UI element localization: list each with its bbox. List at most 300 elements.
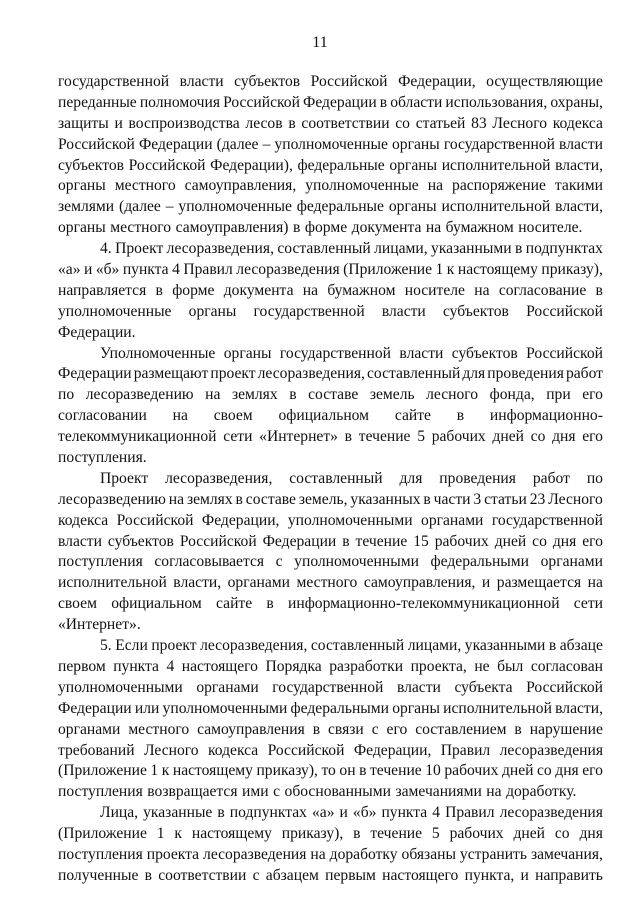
word: официальном [111,595,202,613]
word: Федерации [262,532,337,550]
word: связи [328,720,364,738]
word: 4 [172,261,180,279]
word: проект [151,637,197,655]
word: Федерации [58,699,132,717]
word: на [587,574,603,592]
text-line [58,385,603,406]
word: власти [58,532,102,550]
word: его [582,762,603,780]
word: по [586,469,603,487]
word: местного [128,720,190,738]
word: Лесного [143,741,199,759]
word: в [344,428,353,446]
word: информационно- [489,407,603,425]
text-line [58,344,603,365]
word: 83 [471,114,487,132]
word: кодекса [207,741,259,759]
word: органы [223,344,272,362]
word: в [514,240,523,258]
word: власти [381,302,426,320]
word: органы [392,699,440,717]
word: власти [396,678,441,696]
word: со [532,532,547,550]
word: Правил [183,261,233,279]
word: проведения [487,365,564,383]
word: Проект [100,469,149,487]
word: уполномоченными [294,553,419,571]
word: работ [532,469,570,487]
text-line [58,532,603,553]
word: приказу), [541,261,603,279]
text-line [58,427,603,448]
word: пункта [113,657,159,675]
word: не [474,657,490,675]
word: обязаны [401,845,456,863]
text-line [58,866,603,887]
word: соответствии [301,114,390,132]
text-line [58,364,603,385]
word: доработку. [506,783,577,801]
word: согласовании [58,407,147,425]
page-number: 11 [312,34,328,51]
word: подпунктах [525,240,603,258]
text-line [58,114,603,135]
word: 1 [435,261,444,279]
text-line [58,302,603,323]
word: Правил [445,804,495,822]
word: приказу), [281,825,344,843]
word: к [161,762,170,780]
word: «б» [95,261,120,279]
word: органы [392,135,440,153]
word: рабочих [449,825,504,843]
word: ими [242,783,269,801]
word: бумажном [327,281,396,299]
word: с [371,720,379,738]
word: его [582,386,603,404]
word: течение [358,428,411,446]
word: документа [223,281,294,299]
text-line [58,93,603,114]
word: для [462,365,486,383]
word: рабочих [444,762,499,780]
word: 4 [432,804,441,822]
word: федеральными [430,553,529,571]
word: с [252,866,260,884]
text-line [58,824,603,845]
word: проекта, [410,657,467,675]
word: лесоразведению [85,386,194,404]
word: то [321,762,336,780]
word: течение [355,532,408,550]
word: Федерации, [201,511,280,529]
word: его [386,720,408,738]
word: уполномоченные [178,198,292,216]
text-line: поступления. [58,449,147,467]
word: в [342,532,350,550]
word: составе [245,490,296,508]
word: Российской [267,741,345,759]
word: лесоразведению [58,490,166,508]
word: (Приложение [58,762,147,780]
word: (Приложение [58,825,147,843]
word: местного [114,177,176,195]
word: земель [369,386,415,404]
word: 5 [417,428,425,446]
text-line [58,469,603,490]
word: лицами, [407,637,462,655]
word: органами [421,511,484,529]
word: статьи [484,490,527,508]
word: на [474,281,490,299]
word: государственной [491,511,603,529]
word: Лесного [548,490,603,508]
word: абзаце [559,637,603,655]
word: в [293,219,301,237]
word: дней [494,532,527,550]
word: дней [492,428,524,446]
word: при [546,386,571,404]
word: дня [552,428,576,446]
word: на [427,177,444,195]
word: на [486,783,502,801]
word: поступления [58,845,143,863]
word: исполнительной [441,156,551,174]
text-line [58,72,603,93]
word: в [514,720,522,738]
word: органы [58,219,106,237]
word: – [165,198,174,216]
word: самоуправления, [363,574,476,592]
word: субъектов [107,532,174,550]
word: Российской [526,302,603,320]
word: органы [58,177,106,195]
word: первом [58,657,106,675]
word: Российской [116,511,194,529]
word: защиты [58,114,109,132]
word: переданные [58,93,137,111]
text-line [58,135,603,156]
text-line [58,573,603,594]
text-line [58,845,603,866]
word: уполномоченными [162,699,288,717]
word: был [497,657,524,675]
word: лицами, [374,240,428,258]
word: сайте [216,595,253,613]
word: носителе. [518,219,583,237]
word: в [595,281,603,299]
word: фонда, [489,386,535,404]
word: охраны, [550,93,603,111]
word: со [537,762,552,780]
word: и [83,261,93,279]
word: пункта [381,804,428,822]
word: власти [559,135,603,153]
word: его [582,428,603,446]
word: официальном [278,407,370,425]
word: направить [535,866,603,884]
word: органами [227,574,290,592]
text-line [58,281,603,302]
text-line [58,260,603,281]
word: исполнительной [441,198,551,216]
word: первым [325,866,376,884]
word: в [312,720,321,738]
word: течение [370,825,423,843]
word: в [155,281,163,299]
word: уполномоченными [287,511,413,529]
text-line: Федерации. [58,323,136,341]
word: кодекса [58,511,109,529]
word: субъекта [454,678,513,696]
word: Уполномоченные [100,344,216,362]
word: нарушение [529,720,603,738]
word: указанными [431,240,512,258]
word: в [266,595,274,613]
word: субъектов [442,302,509,320]
word: проект [210,365,256,383]
word: власти, [555,699,603,717]
word: форме [304,219,348,237]
word: (далее [216,135,259,153]
word: лесоразведения, [166,240,274,258]
word: Федерации, [398,73,476,90]
word: «а» [311,804,335,822]
word: он [339,762,356,780]
word: власти, [555,156,603,174]
word: на [205,386,221,404]
word: или [134,699,160,717]
word: распоряжение [452,177,546,195]
word: сети [573,595,603,613]
word: земель, [298,490,348,508]
word: с [273,783,281,801]
word: размещается [496,574,582,592]
word: со [530,428,546,446]
word: со [395,114,410,132]
text-line [58,741,603,762]
word: органами [196,678,259,696]
word: 5 [431,825,440,843]
word: в [423,490,431,508]
word: (далее [119,198,161,216]
word: такими [554,177,603,195]
word: Федерации [303,93,377,111]
word: дней [513,825,546,843]
word: течение [369,762,422,780]
word: «а» [58,261,81,279]
word: Федерации, [353,741,432,759]
word: Российской [526,678,603,696]
word: согласовывается [154,553,265,571]
word: абзацем [265,866,319,884]
text-line [58,761,603,782]
word: бумажном [445,219,514,237]
word: «б» [352,804,377,822]
word: землях [186,490,233,508]
word: федеральные [297,156,385,174]
word: 23 [529,490,546,508]
word: своем [213,407,253,425]
word: Лица, [100,804,139,822]
word: самоуправления, [184,177,297,195]
word: работ [565,365,603,383]
word: телекоммуникационной [58,428,217,446]
word: Проект [115,240,164,258]
word: воспроизводства [128,114,240,132]
word: Российской [223,93,300,111]
text-line [58,803,603,824]
text-line [58,678,603,699]
word: государственной [253,302,365,320]
word: в [235,490,243,508]
text-line [58,699,603,720]
word: поступления [58,783,143,801]
word: самоуправления) [175,219,289,237]
word: государственной [58,73,170,90]
word: Федерации [138,135,213,153]
text-line: «Интернет». [58,616,141,634]
word: настоящему [172,762,253,780]
word: составе [308,386,359,404]
word: уполномоченные [58,302,172,320]
word: Российской [179,532,257,550]
word: власти [179,73,224,90]
word: государственной [272,678,384,696]
word: сайте [394,407,431,425]
word: федеральные [296,198,384,216]
word: Российской [128,156,206,174]
word: форме [172,281,215,299]
word: 1 [150,762,159,780]
word: органы [389,156,438,174]
word: проекта [146,845,200,863]
text-line [58,636,603,657]
word: исполнительной [58,574,167,592]
word: полученные [58,866,139,884]
word: землях [231,386,278,404]
document-body-text [58,72,603,887]
word: органы [188,302,237,320]
word: рабочих [434,532,489,550]
text-line [58,197,603,218]
word: Порядка [265,657,322,675]
word: лесоразведения, [165,469,273,487]
word: Российской [58,135,135,153]
word: статьей [415,114,466,132]
word: на [172,407,188,425]
word: Правил [440,741,491,759]
word: дней [501,762,534,780]
word: обоснованными [284,783,391,801]
text-line [58,406,603,427]
word: уполномоченными [58,678,183,696]
word: со [554,825,570,843]
word: для [399,469,423,487]
word: на [425,219,442,237]
word: указанными [464,637,546,655]
word: субъектов [58,156,124,174]
word: полномочия [139,93,220,111]
word: возвращается [147,783,238,801]
word: в [359,762,367,780]
word: 1 [156,825,165,843]
word: настоящего [382,866,459,884]
word: составленный [310,637,405,655]
text-line [58,552,603,573]
word: подпунктах [229,804,307,822]
word: государственной [443,135,555,153]
word: в [217,804,225,822]
word: органами [540,553,603,571]
word: власти, [173,574,222,592]
word: 15 [413,532,429,550]
word: местного [296,574,358,592]
text-line [58,490,603,511]
word: Российской [526,344,603,362]
word: дня [555,762,579,780]
word: рабочих [431,428,486,446]
word: сети [223,428,253,446]
word: поступления [58,553,143,571]
word: 10 [425,762,441,780]
word: землями [58,198,115,216]
word: своем [58,595,97,613]
word: лесоразведения, [200,637,308,655]
word: лесоразведения [499,804,603,822]
word: требований [58,741,135,759]
word: местного [110,219,172,237]
word: осуществляющие [486,73,603,90]
word: и [114,114,123,132]
word: дня [579,825,603,843]
word: составленный [289,469,383,487]
word: власти, [555,198,603,216]
text-line [58,218,603,239]
word: настоящего [181,657,258,675]
word: к [446,261,455,279]
word: приказу), [256,762,318,780]
word: Если [115,637,148,655]
word: указанные [143,804,213,822]
word: в [144,866,152,884]
word: (Приложение [343,261,433,279]
word: власти [399,344,444,362]
word: субъектов [234,73,301,90]
word: документа [351,219,422,237]
word: устранить [459,845,527,863]
word: лесоразведения, [257,365,365,383]
word: уполномоченные [305,177,419,195]
word: на [310,845,326,863]
text-line [58,720,603,741]
word: составлением [415,720,507,738]
word: субъектов [451,344,518,362]
word: в [379,93,388,111]
word: лесного [426,386,479,404]
word: в [456,407,465,425]
word: с [275,553,283,571]
word: согласован [530,657,603,675]
text-line [58,657,603,678]
word: составленный [277,240,371,258]
word: лесоразведения [203,845,307,863]
word: в [288,114,296,132]
word: использования, [445,93,548,111]
word: пункта [122,261,169,279]
word: на [302,281,319,299]
word: уполномоченные [274,135,388,153]
